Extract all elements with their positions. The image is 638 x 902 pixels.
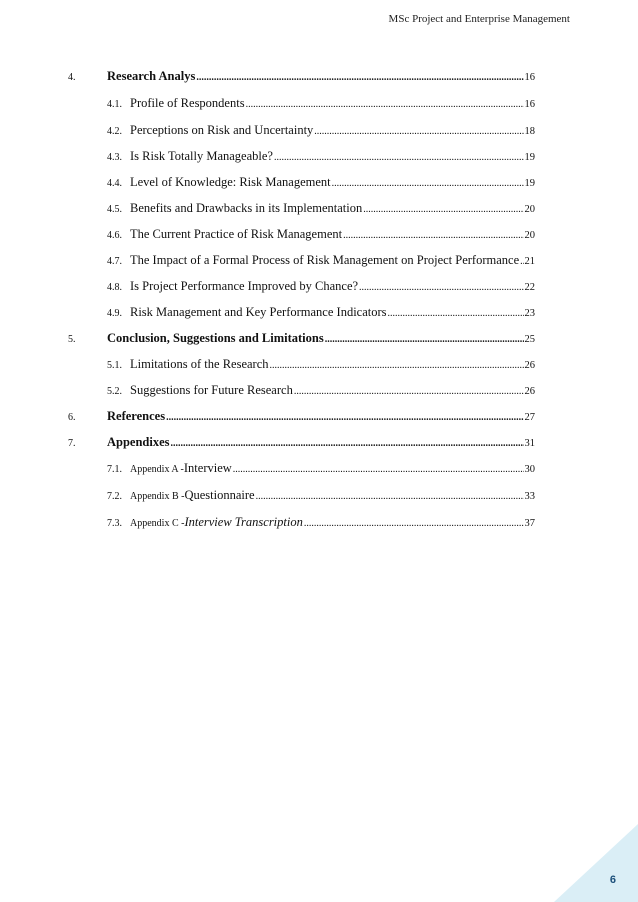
- toc-title: Interview Transcription: [184, 515, 303, 529]
- page-corner-decoration: [554, 824, 638, 902]
- toc-leader: [359, 282, 523, 293]
- toc-leader: [332, 178, 524, 189]
- toc-title: Risk Management and Key Performance Indicators: [130, 305, 387, 319]
- toc-number: 4.2.: [107, 126, 122, 137]
- toc-title: Benefits and Drawbacks in its Implementation: [130, 201, 363, 215]
- page-number: 6: [609, 874, 616, 886]
- toc-entry-5-2[interactable]: [107, 383, 535, 398]
- toc-number: 4.6.: [107, 230, 122, 241]
- toc-entry-5[interactable]: [68, 331, 535, 346]
- toc-number: 4.4.: [107, 178, 122, 189]
- toc-page: 26: [524, 386, 535, 397]
- toc-number: 4.9.: [107, 308, 122, 319]
- toc-title: Questionnaire: [184, 488, 255, 502]
- toc-page: 37: [524, 518, 535, 529]
- toc-leader: [270, 360, 524, 371]
- toc-entry-4-3[interactable]: [107, 149, 535, 164]
- toc-title: References: [107, 409, 166, 423]
- toc-prefix: Appendix B -: [130, 491, 185, 502]
- toc-number: 4.7.: [107, 256, 122, 267]
- toc-page: 31: [524, 438, 535, 449]
- toc-number: 4.8.: [107, 282, 122, 293]
- toc-leader: [363, 204, 523, 215]
- toc-title: Is Risk Totally Manageable?: [130, 149, 273, 163]
- toc-page: 27: [524, 412, 535, 423]
- toc-title: Profile of Respondents: [130, 96, 245, 110]
- toc-number: 5.2.: [107, 386, 122, 397]
- toc-number: 4.1.: [107, 99, 122, 110]
- toc-entry-4-5[interactable]: [107, 201, 535, 216]
- toc-number: 5.1.: [107, 360, 122, 371]
- toc-number: 5.: [68, 334, 76, 345]
- toc-leader: [325, 334, 524, 345]
- toc-leader: [520, 256, 523, 267]
- toc-leader: [388, 308, 524, 319]
- toc-title: Suggestions for Future Research: [130, 383, 293, 397]
- toc-number: 7.2.: [107, 491, 122, 502]
- toc-number: 4.: [68, 72, 76, 83]
- toc-leader: [233, 464, 524, 475]
- toc-entry-7[interactable]: [68, 435, 535, 450]
- toc-page: 23: [524, 308, 535, 319]
- toc-leader: [166, 412, 523, 423]
- toc-title: Research Analys: [107, 69, 196, 83]
- toc-title: The Impact of a Formal Process of Risk Management on Project Performance: [130, 253, 520, 267]
- toc-number: 7.1.: [107, 464, 122, 475]
- toc-number: 6.: [68, 412, 76, 423]
- toc-number: 4.3.: [107, 152, 122, 163]
- toc-title: Limitations of the Research: [130, 357, 269, 371]
- toc-leader: [314, 126, 523, 137]
- toc-entry-4-1[interactable]: [107, 96, 535, 111]
- toc-title: Interview: [183, 461, 232, 475]
- toc-page: 16: [524, 72, 535, 83]
- toc-page: 19: [524, 152, 535, 163]
- toc-entry-7-3[interactable]: [107, 515, 535, 530]
- toc-leader: [256, 491, 524, 502]
- toc-entry-4-8[interactable]: [107, 279, 535, 294]
- toc-entry-4-7[interactable]: [107, 253, 535, 268]
- toc-page: 25: [524, 334, 535, 345]
- toc-entry-5-1[interactable]: [107, 357, 535, 372]
- toc-page: 20: [524, 230, 535, 241]
- toc-entry-6[interactable]: [68, 409, 535, 424]
- toc-title: Level of Knowledge: Risk Management: [130, 175, 331, 189]
- toc-leader: [304, 518, 524, 529]
- toc-page: 18: [524, 126, 535, 137]
- toc-title: The Current Practice of Risk Management: [130, 227, 343, 241]
- toc-entry-7-1[interactable]: [107, 461, 535, 476]
- toc-number: 4.5.: [107, 204, 122, 215]
- toc-page: 22: [524, 282, 535, 293]
- toc-leader: [171, 438, 524, 449]
- toc-leader: [274, 152, 524, 163]
- running-header: MSc Project and Enterprise Management: [388, 13, 570, 25]
- toc-leader: [246, 99, 524, 110]
- toc-leader: [343, 230, 523, 241]
- toc-title: Perceptions on Risk and Uncertainty: [130, 123, 314, 137]
- toc-page: 26: [524, 360, 535, 371]
- toc-title: Is Project Performance Improved by Chance?: [130, 279, 359, 293]
- toc-entry-4-2[interactable]: [107, 123, 535, 138]
- toc-prefix: Appendix A -: [130, 464, 184, 475]
- toc-prefix: Appendix C -: [130, 518, 185, 529]
- toc-page: 33: [524, 491, 535, 502]
- toc-leader: [196, 72, 523, 83]
- toc-page: 16: [524, 99, 535, 110]
- toc-entry-4[interactable]: [68, 69, 535, 84]
- toc-number: 7.3.: [107, 518, 122, 529]
- toc-entry-4-9[interactable]: [107, 305, 535, 320]
- toc-page: 20: [524, 204, 535, 215]
- toc-page: 30: [524, 464, 535, 475]
- toc-page: 21: [524, 256, 535, 267]
- toc-title: Appendixes: [107, 435, 170, 449]
- toc-page: 19: [524, 178, 535, 189]
- toc-number: 7.: [68, 438, 76, 449]
- toc-entry-7-2[interactable]: [107, 488, 535, 503]
- toc-leader: [294, 386, 524, 397]
- toc-entry-4-4[interactable]: [107, 175, 535, 190]
- toc-entry-4-6[interactable]: [107, 227, 535, 242]
- toc-title: Conclusion, Suggestions and Limitations: [107, 331, 324, 345]
